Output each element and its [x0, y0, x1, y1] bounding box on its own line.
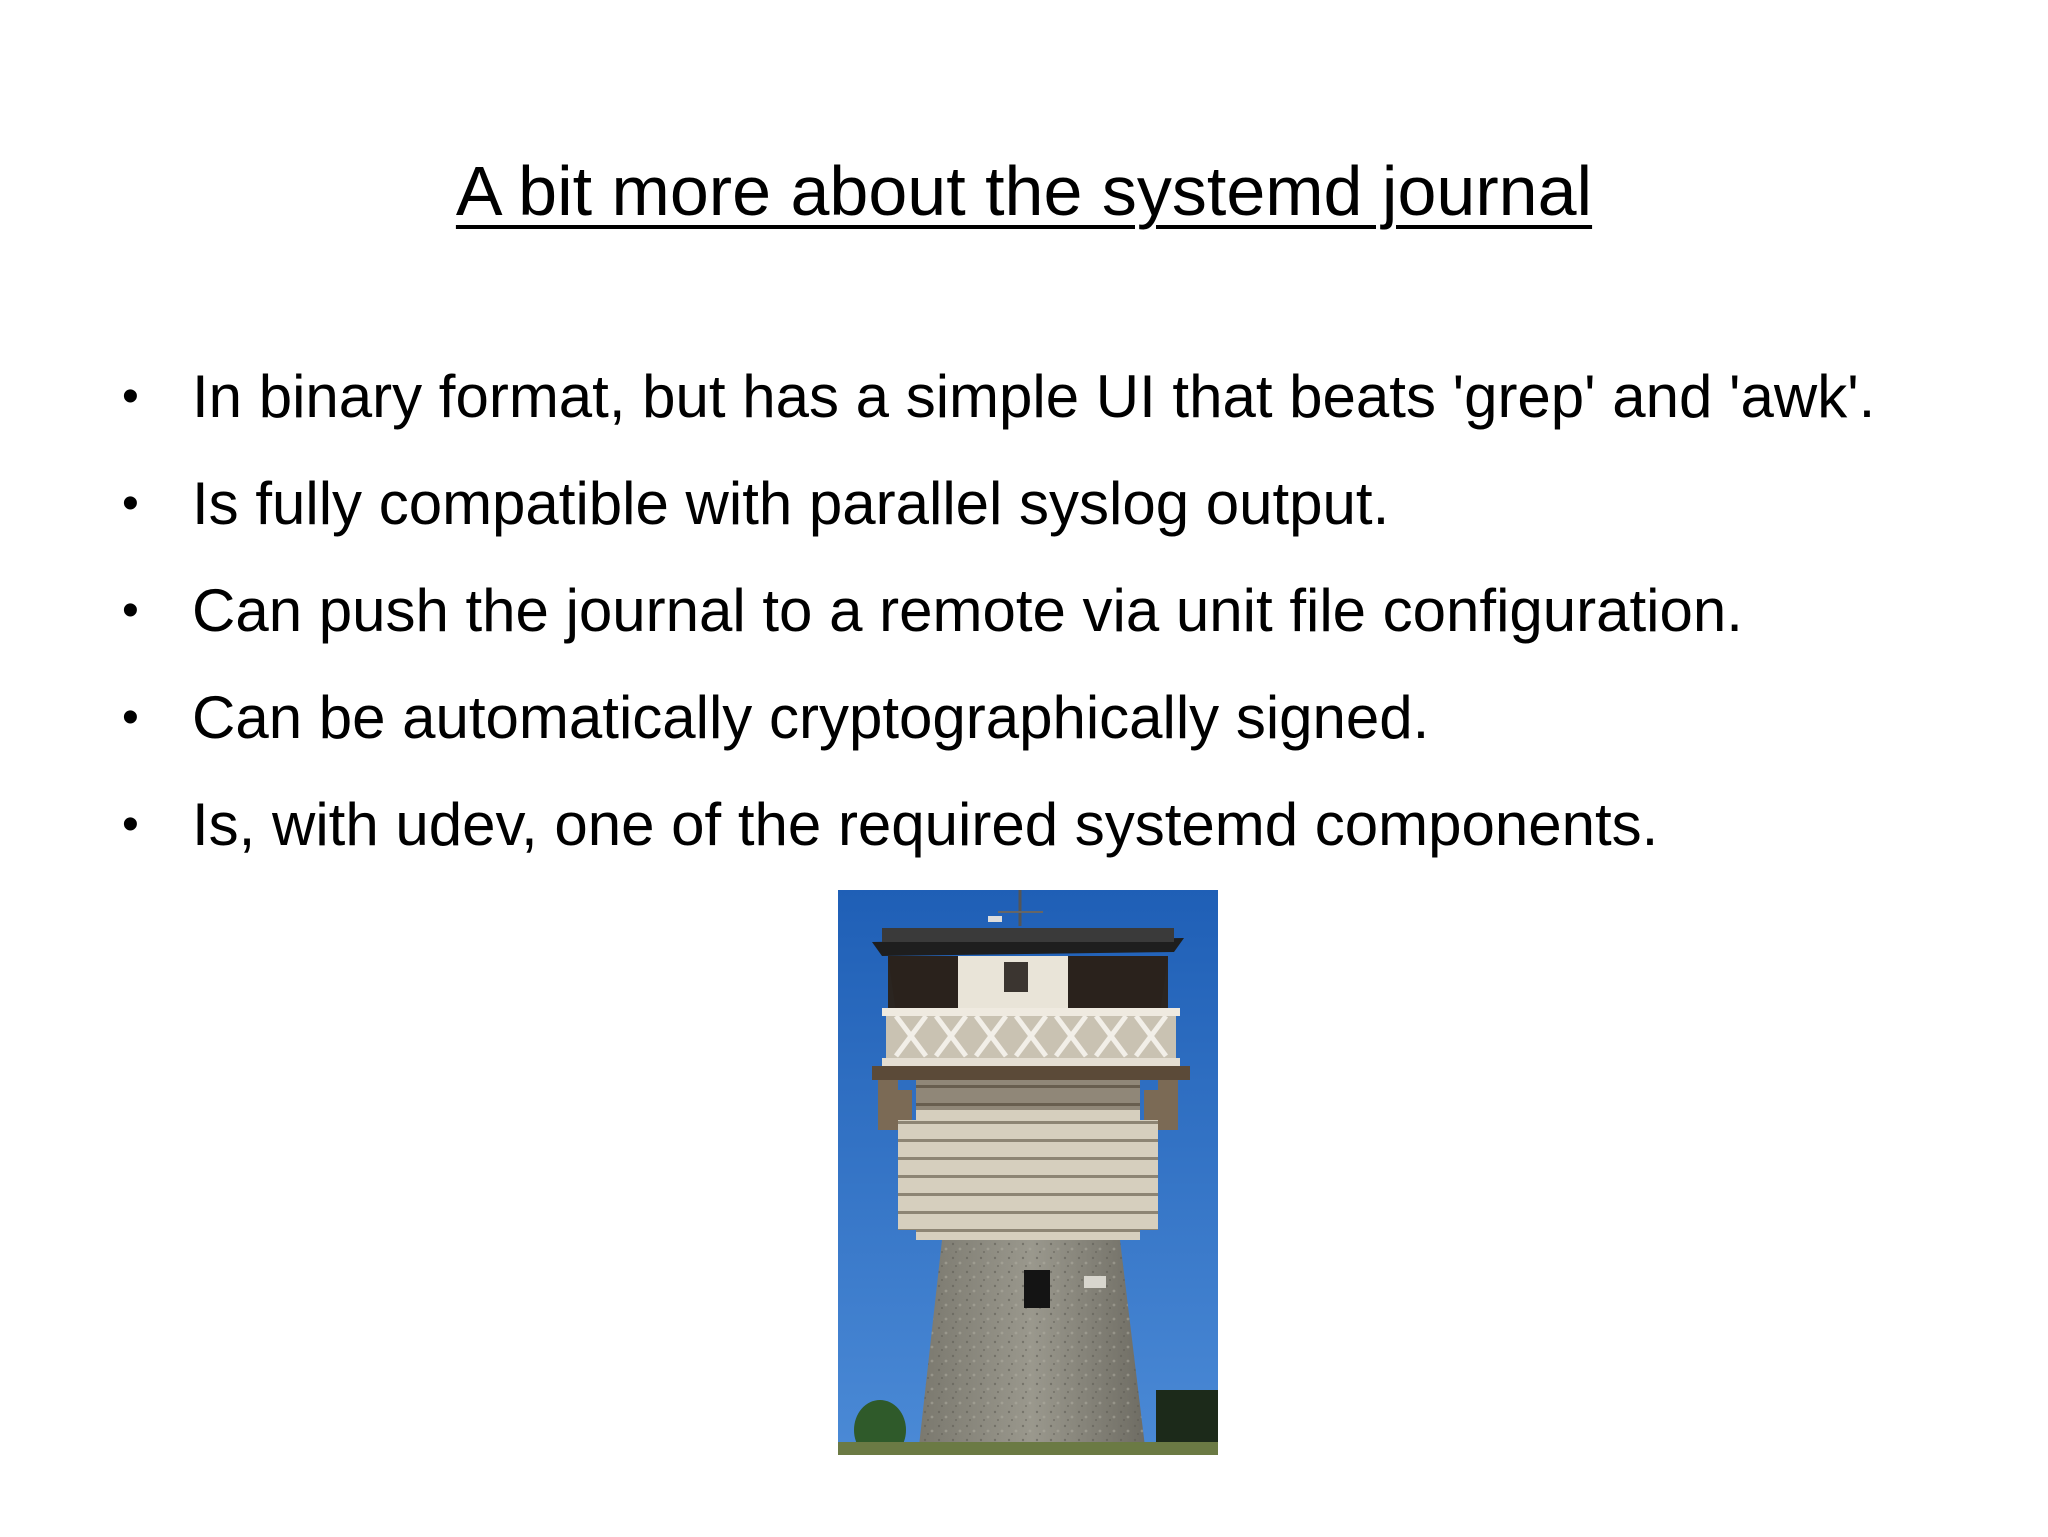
bullet-item	[0, 785, 2048, 865]
bullet-marker: •	[122, 477, 139, 530]
bullet-marker: •	[122, 798, 139, 851]
bullet-item	[0, 678, 2048, 758]
bullet-text: Is fully compatible with parallel syslog output.	[192, 470, 1390, 537]
bullet-text: Can push the journal to a remote via unit file configuration.	[192, 577, 1743, 644]
slide-title	[0, 146, 2048, 236]
bullet-marker: •	[122, 370, 139, 423]
bullet-item	[0, 571, 2048, 651]
bullet-marker: •	[122, 584, 139, 637]
bullet-text: Can be automatically cryptographically signed.	[192, 684, 1430, 751]
slide-title-text: A bit more about the systemd journal	[455, 152, 1593, 230]
bullet-marker: •	[122, 691, 139, 744]
bullet-item	[0, 464, 2048, 544]
watchtower-illustration	[838, 890, 1218, 1455]
watchtower-photo	[838, 890, 1218, 1455]
bullet-text: In binary format, but has a simple UI that beats 'grep' and 'awk'.	[192, 363, 1876, 430]
bullet-text: Is, with udev, one of the required systemd components.	[192, 791, 1659, 858]
bullet-item	[0, 357, 2048, 437]
